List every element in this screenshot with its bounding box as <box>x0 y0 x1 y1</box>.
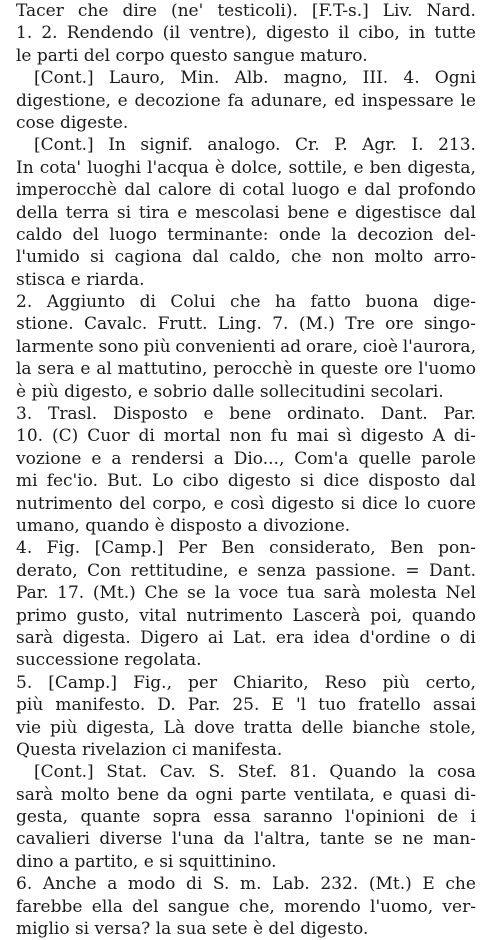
text-line: della terra si tira e mescolasi bene e digestisce dal <box>16 202 476 223</box>
text-line: l'umido si cagiona dal caldo, che non molto arro- <box>16 247 476 268</box>
text-line: dino a partito, e si squittinino. <box>16 851 277 872</box>
text-line: cavalieri diverse l'una da l'altra, tante se ne man- <box>16 829 476 850</box>
text-line: 4. Fig. [Camp.] Per Ben considerato, Ben pon- <box>16 538 476 559</box>
text-line: miglio si versa? la sua sete è del digesto. <box>16 919 369 940</box>
text-line: umano, quando è disposto a divozione. <box>16 515 351 536</box>
text-line: gesta, quante sopra essa saranno l'opinioni de i <box>16 807 476 828</box>
text-line: più manifesto. D. Par. 25. E 'l tuo fratello assai <box>16 695 476 716</box>
text-line: primo gusto, vital nutrimento Lascerà poi, quando <box>16 605 476 626</box>
text-line: digestione, e decozione fa adunare, ed inspessare le <box>16 90 476 111</box>
text-line: 2. Aggiunto di Colui che ha fatto buona dige- <box>16 292 476 313</box>
text-line: è più digesto, e sobrio dalle sollecitudini secolari. <box>16 381 444 402</box>
text-line: Questa rivelazion ci manifesta. <box>16 739 283 760</box>
text-line: 5. [Camp.] Fig., per Chiarito, Reso più certo, <box>16 672 476 693</box>
text-line: cose digeste. <box>16 112 129 133</box>
text-line: derato, Con rettitudine, e senza passione. = Dant. <box>16 560 476 581</box>
text-line: le parti del corpo questo sangue maturo. <box>16 45 368 66</box>
text-line: sarà digesta. Digero ai Lat. era idea d'ordine o di <box>16 627 476 648</box>
text-line: [Cont.] In signif. analogo. Cr. P. Agr. I. 213. <box>34 135 476 156</box>
text-line: successione regolata. <box>16 650 202 671</box>
text-line: vie più digesta, Là dove tratta delle bianche stole, <box>16 717 476 738</box>
text-line: [Cont.] Lauro, Min. Alb. magno, III. 4. Ogni <box>34 68 476 89</box>
text-line: sarà molto bene da ogni parte ventilata, e quasi di- <box>16 784 476 805</box>
text-line: nutrimento del corpo, e così digesto si dice lo cuore <box>16 493 476 514</box>
text-line: Tacer che dire (ne' testicoli). [F.T-s.] Liv. Nard. <box>16 1 476 21</box>
text-line: larmente sono più convenienti ad orare, cioè l'aurora, <box>16 336 476 357</box>
text-line: [Cont.] Stat. Cav. S. Stef. 81. Quando la cosa <box>34 762 476 783</box>
text-line: 1. 2. Rendendo (il ventre), digesto il cibo, in tutte <box>16 23 476 44</box>
text-line: caldo del luogo terminante: onde la decozion del- <box>16 224 476 245</box>
text-line: imperocchè dal calore di cotal luogo e dal profondo <box>16 180 476 201</box>
text-line: mi fec'io. But. Lo cibo digesto si dice disposto dal <box>16 471 476 492</box>
text-line: 6. Anche a modo di S. m. Lab. 232. (Mt.) E che <box>16 874 476 895</box>
text-line: vozione e a rendersi a Dio..., Com'a quelle parole <box>16 448 476 469</box>
text-line: 3. Trasl. Disposto e bene ordinato. Dant. Par. <box>16 404 476 425</box>
text-line: farebbe ella del sangue che, morendo l'uomo, ver- <box>16 896 476 917</box>
text-line: la sera e al mattutino, perocchè in queste ore l'uomo <box>16 359 476 380</box>
text-line: In cota' luoghi l'acqua è dolce, sottile, e ben digesta, <box>16 157 476 178</box>
text-line: stione. Cavalc. Frutt. Ling. 7. (M.) Tre ore singo- <box>16 314 476 335</box>
text-line: 10. (C) Cuor di mortal non fu mai sì digesto A di- <box>16 426 476 447</box>
text-line: stisca e riarda. <box>16 269 145 290</box>
text-line: Par. 17. (Mt.) Che se la voce tua sarà molesta Nel <box>16 583 476 604</box>
